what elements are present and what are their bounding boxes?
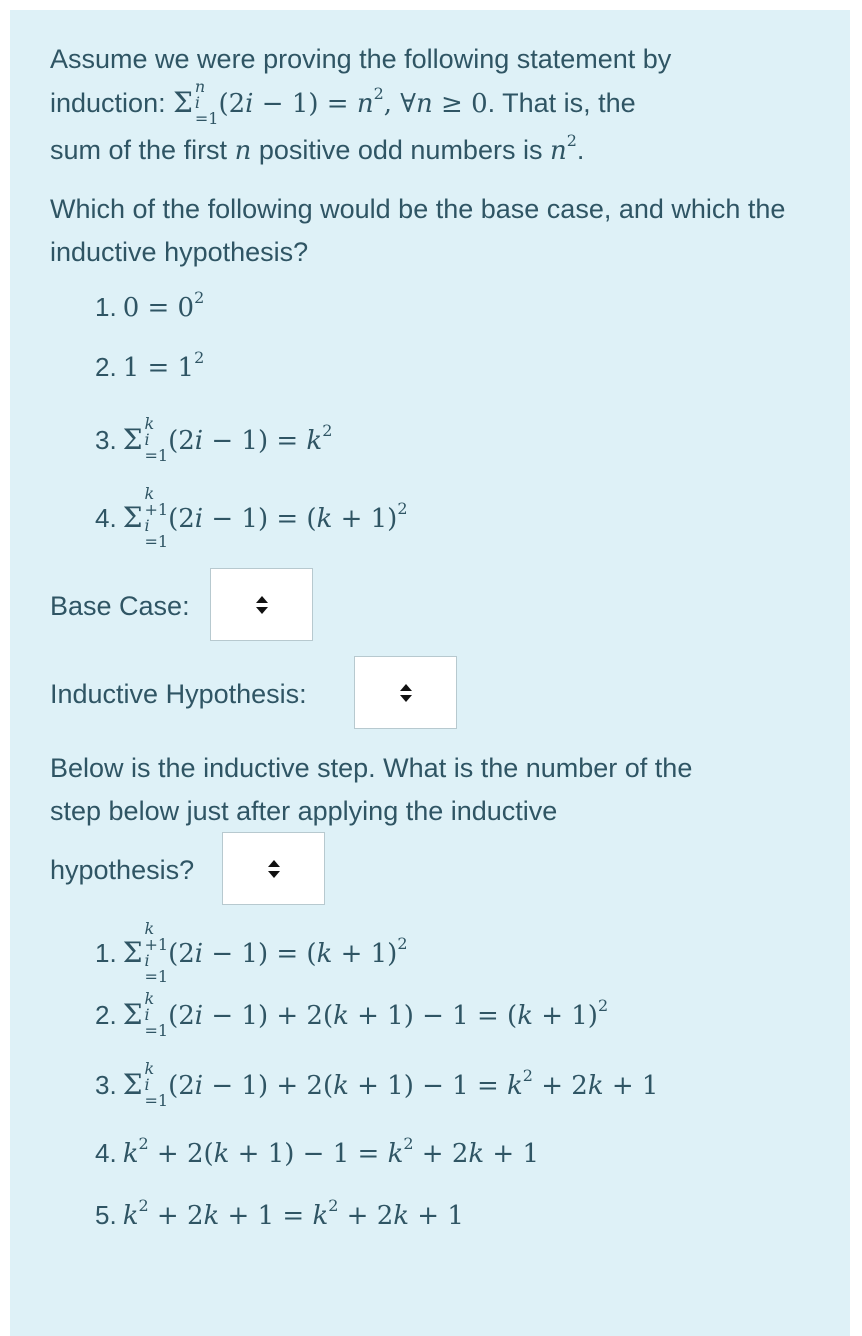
- option-number: 1.: [95, 292, 117, 322]
- option-4: [95, 484, 408, 551]
- option-expression: Σ k i =1 $(2i - 1) = k^2$: [122, 414, 333, 465]
- intro-paragraph: [50, 38, 830, 173]
- step-expression: Σ k i =1 $(2i - 1) + 2(k + 1) - 1 = k^2 + 2k + 1$: [122, 1059, 659, 1110]
- step-question-line-1: Below is the inductive step. What is the number of the: [50, 753, 693, 783]
- option-2: [95, 348, 205, 402]
- question-panel: [10, 10, 850, 1336]
- step-expression: $k^2 + 2(k + 1) - 1 = k^2 + 2k + 1$: [122, 1134, 540, 1169]
- step-expression: Σ k i =1 $(2i - 1) + 2(k + 1) - 1 = (k + 1)^2$: [122, 989, 609, 1040]
- step-2: [95, 989, 609, 1043]
- inductive-hypothesis-select[interactable]: [354, 656, 457, 729]
- option-expression: Σ k +1 i =1 $(2i - 1) = (k + 1)^2$: [122, 484, 408, 551]
- option-3: [95, 414, 333, 468]
- step-question: [50, 747, 830, 833]
- intro-line-2: [50, 77, 830, 129]
- option-expression: $0 = 0^2$: [122, 288, 205, 323]
- intro-line-1: Assume we were proving the following statement by: [50, 44, 672, 74]
- option-number: 2.: [95, 352, 117, 382]
- step-5: [95, 1196, 464, 1250]
- step-expression: $k^2 + 2k + 1 = k^2 + 2k + 1$: [122, 1196, 464, 1231]
- n-squared: $n^2$: [549, 131, 577, 166]
- var-n: n: [234, 136, 252, 166]
- base-case-label: Base Case:: [50, 591, 190, 621]
- up-down-arrows-icon: [268, 860, 280, 878]
- option-number: 4.: [95, 503, 117, 533]
- step-number: 3.: [95, 1070, 117, 1100]
- up-down-arrows-icon: [256, 596, 268, 614]
- intro-text-b: positive odd numbers is: [251, 135, 550, 165]
- statement-formula: Σ n i =1 $(2i - 1) = n^2$, ∀n ≥ 0: [173, 77, 488, 128]
- step-4: [95, 1134, 540, 1188]
- option-number: 3.: [95, 425, 117, 455]
- step-number: 2.: [95, 1000, 117, 1030]
- option-1: [95, 288, 205, 342]
- up-down-arrows-icon: [400, 684, 412, 702]
- option-expression: $1 = 1^2$: [122, 348, 205, 383]
- intro-continuation: . That is, the: [487, 88, 636, 118]
- step-expression: Σ k +1 i =1 $(2i - 1) = (k + 1)^2$: [122, 919, 408, 986]
- intro-period: .: [576, 135, 585, 165]
- inductive-hypothesis-label: Inductive Hypothesis:: [50, 679, 307, 709]
- step-number: 4.: [95, 1138, 117, 1168]
- step-question-line-2: step below just after applying the inductive: [50, 796, 558, 826]
- step-number: 5.: [95, 1200, 117, 1230]
- step-1: [95, 919, 408, 986]
- base-case-select[interactable]: [210, 568, 313, 641]
- induction-label: induction:: [50, 88, 174, 118]
- intro-line-3: [50, 129, 830, 173]
- step-3: [95, 1059, 659, 1113]
- step-question-line-3: hypothesis?: [50, 855, 195, 885]
- question-text: Which of the following would be the base case, and which the inductive hypothesis?: [50, 194, 786, 267]
- intro-text-a: sum of the first: [50, 135, 235, 165]
- step-number: 1.: [95, 938, 117, 968]
- step-number-select[interactable]: [222, 832, 325, 905]
